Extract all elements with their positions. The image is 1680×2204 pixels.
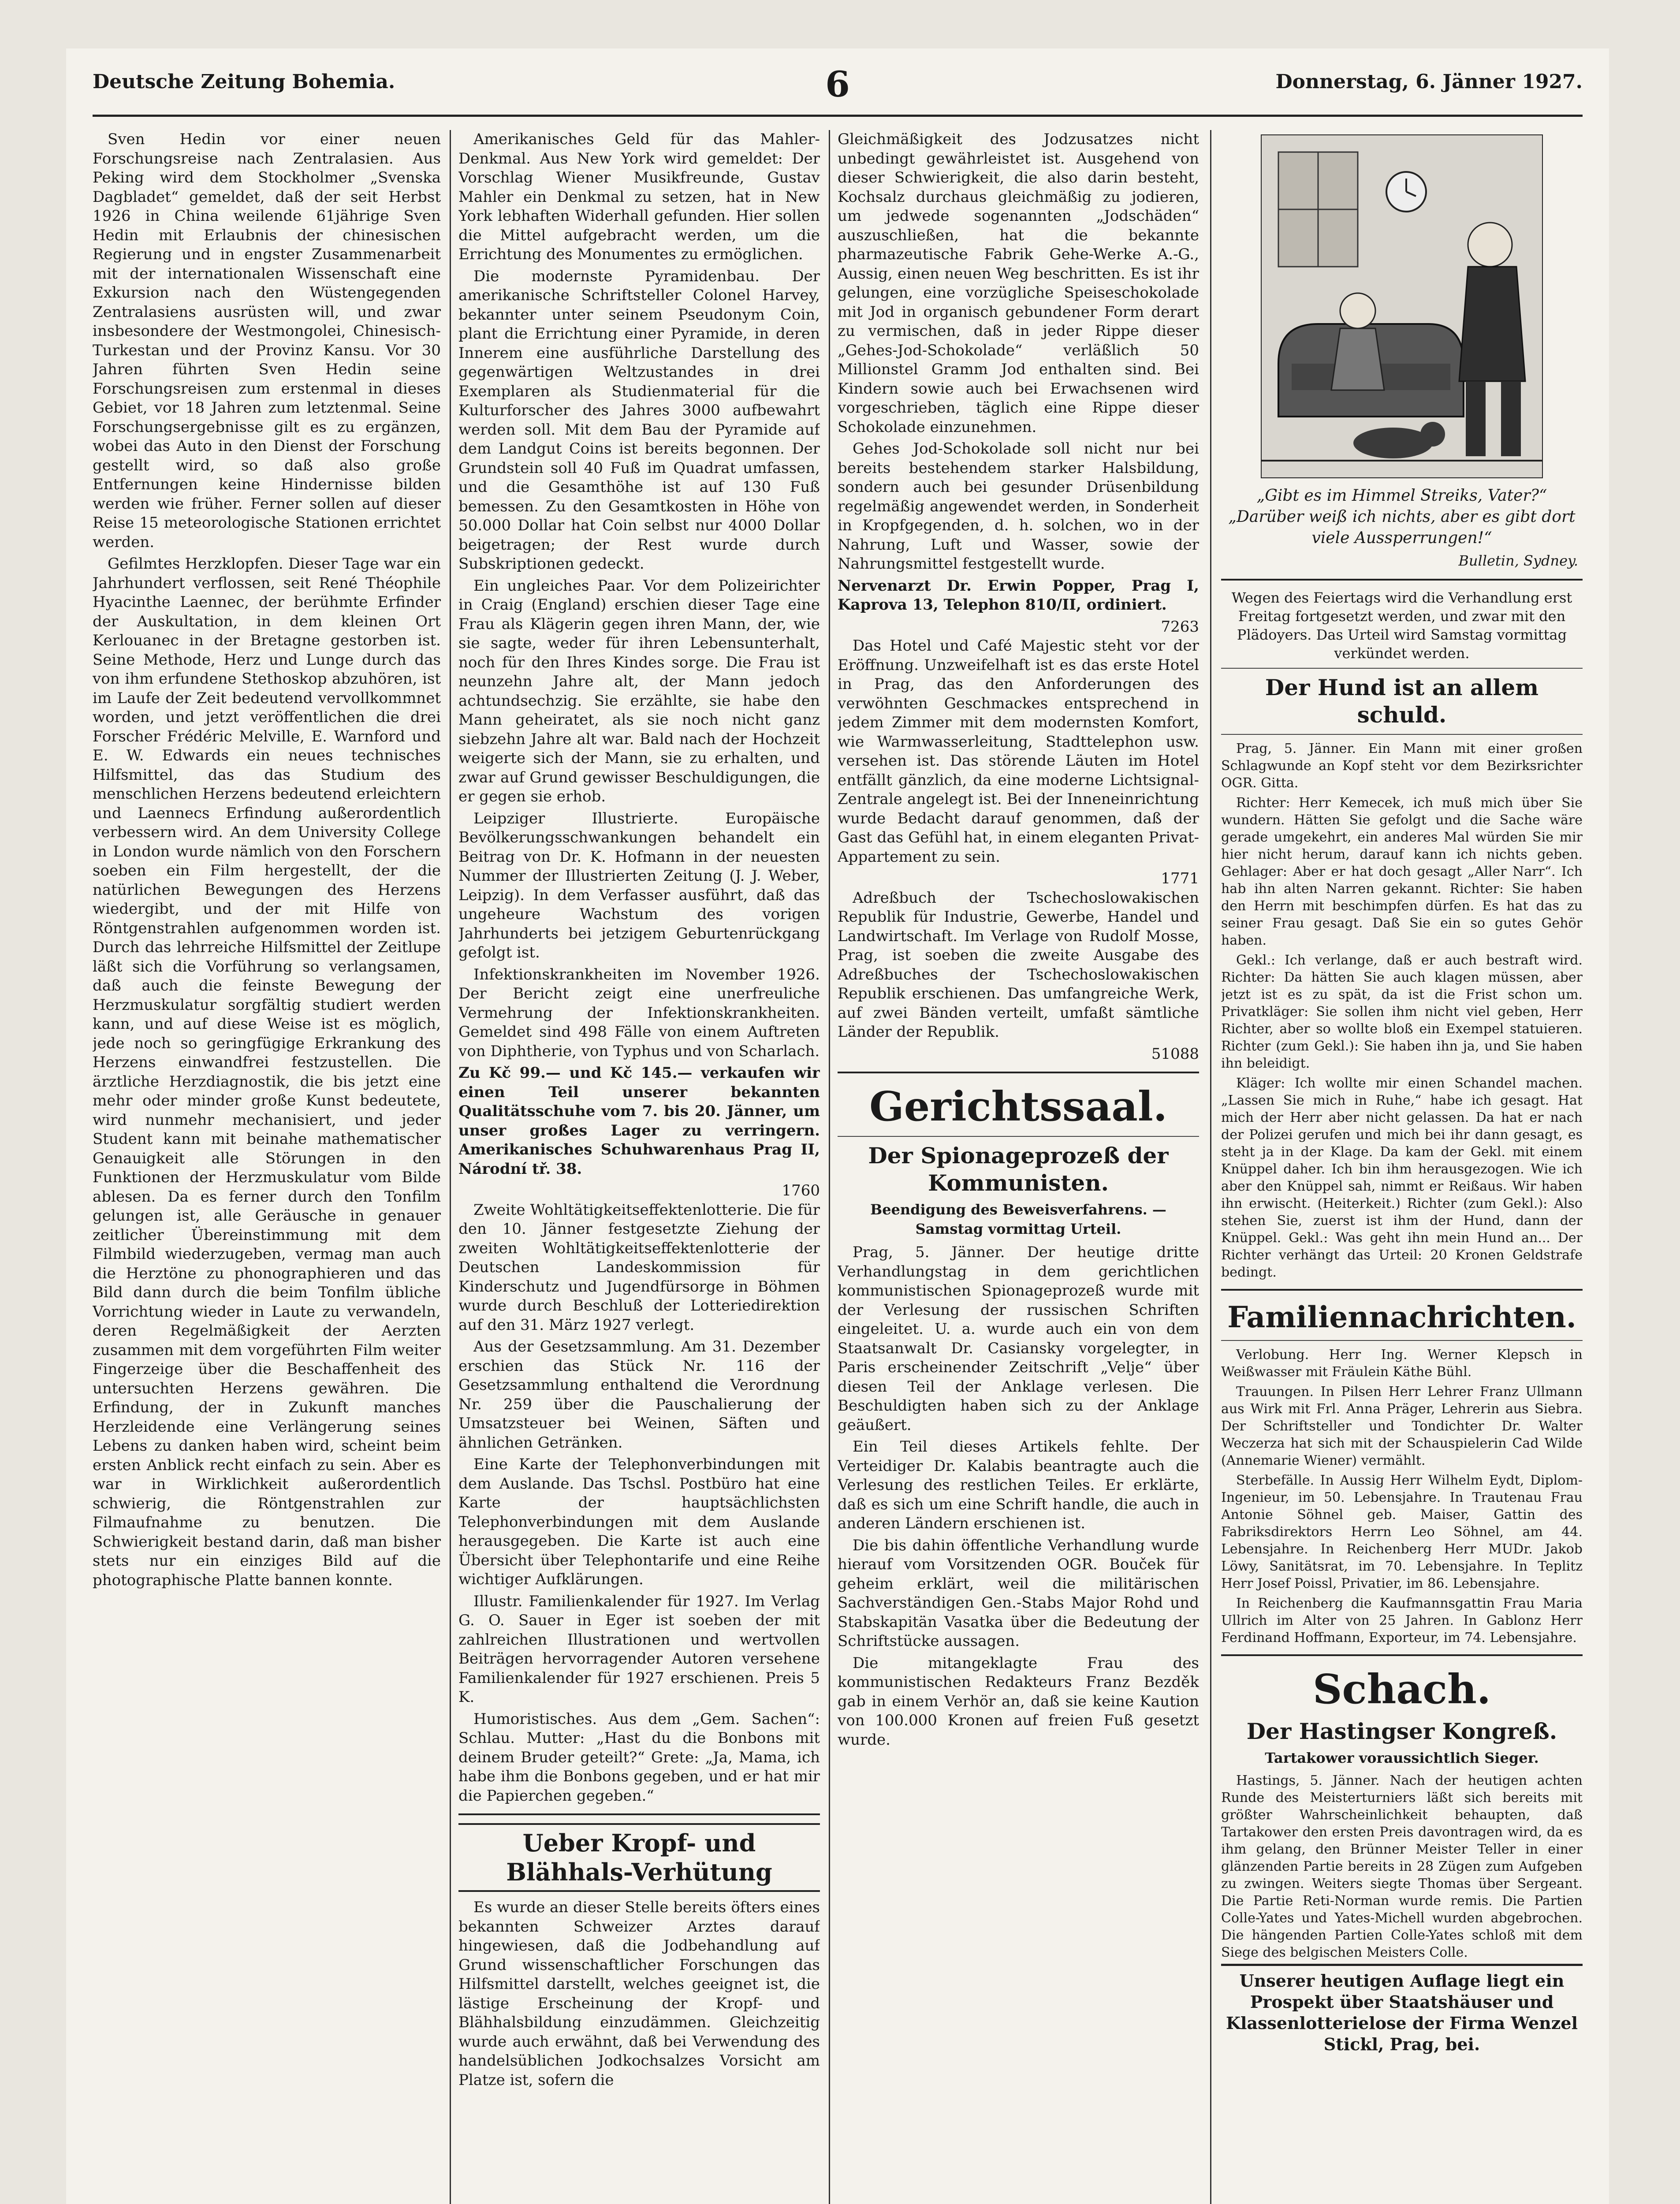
column-rule	[450, 130, 451, 2204]
article-lotterie: Zweite Wohltätigkeitseffektenlotterie. Die für den 10. Jänner festgesetzte Ziehung der zweiten Wohltätigkeitseffektenlotterie der Deutschen Landeskommission für Kinderschutz und Jugendfürsorge in Böhmen wurde durch Beschluß der Lotteriedirektion auf den 31. März 1927 verlegt.	[458, 1201, 820, 1334]
article-mahler-denkmal: Amerikanisches Geld für das Mahler-Denkmal. Aus New York wird gemeldet: Der Vorschlag Wiener Musikfreunde, Gustav Mahler ein Denkmal zu setzen, hat in New York lebhaften Widerhall gefunden. Hier sollen die Mittel aufgebracht werden, um die Errichtung des Monumentes zu ermöglichen.	[458, 130, 820, 263]
article-hotel-majestic: Das Hotel und Café Majestic steht vor der Eröffnung. Unzweifelhaft ist es das erste Hotel in Prag, das den Anforderungen des verwöhnten Geschmackes entsprechend in jedem Zimmer mit dem modernsten Komfort, wie Warmwasserleitung, Stadttelephon usw. versehen ist. Das störende Läuten im Hotel entfällt gänzlich, da eine moderne Lichtsignal-Zentrale angelegt ist. Bei der Inneneinrichtung wurde Bedacht darauf genommen, daß der Gast das Gefühl hat, in einem eleganten Privat-Appartement zu sein.	[838, 637, 1199, 866]
family-sterbefaelle: Sterbefälle. In Aussig Herr Wilhelm Eydt, Diplom-Ingenieur, im 50. Lebensjahre. In Trautenau Frau Antonie Söhnel geb. Maiser, Gattin des Fabriksdirektors Herrn Leo Söhnel, am 44. Lebensjahre. In Reichenberg Herr MUDr. Jakob Löwy, Sanitätsrat, im 70. Lebensjahre. In Teplitz Herr Josef Poissl, Privatier, im 86. Lebensjahre.	[1221, 1472, 1583, 1591]
article-humoristisches: Humoristisches. Aus dem „Gem. Sachen“: Schlau. Mutter: „Hast du die Bonbons mit deinem Bruder geteilt?“ Grete: „Ja, Mama, ich habe ihm die Bonbons gegeben, und er hat mir die Papierchen gegeben.“	[458, 1710, 820, 1805]
article-kropf-cont: Gleichmäßigkeit des Jodzusatzes nicht unbedingt gewährleistet ist. Ausgehend von dieser Schwierigkeit, die also darin besteht, Kochsalz durchaus gleichmäßig zu jodieren, um jedwede sogenannten „Jodschäden“ auszuschließen, hat die bekannte pharmazeutische Fabrik Gehe-Werke A.-G., Aussig, einen neuen Weg beschritten. Es ist ihr gelungen, eine vorzügliche Speiseschokolade mit Jod in organisch gebundener Form derart zu vermischen, daß in jeder Rippe dieser „Gehes-Jod-Schokolade“ verläßlich 50 Millionstel Gramm Jod enthalten sind. Bei Kindern sowie auch bei Erwachsenen wird vorgeschrieben, täglich eine Rippe dieser Schokolade einzunehmen.	[838, 130, 1199, 436]
divider	[458, 1813, 820, 1815]
article-hund-4: Kläger: Ich wollte mir einen Schandel machen. „Lassen Sie mich in Ruhe,“ habe ich gesagt. Hat mich der Herr aber nicht gelassen. Da hat er nach der Polizei gerufen und mich bei ihr dann gesagt, es steht ja in der Klage. Da kam der Gekl. mit einem Knüppel daher. Ich bin ihm herausgezogen. Wie ich aber den Knüppel sah, nimmt er Reißaus. Wir haben ihn erwischt. (Heiterkeit.) Richter (zum Gekl.): Also stehen Sie, zuerst ist ihm der Hund, dann der Knüppel. Gekl.: Was geht ihn mein Hund an... Der Richter verhängt das Urteil: 20 Kronen Geldstrafe bedingt.	[1221, 1075, 1583, 1280]
headline-kropf: Ueber Kropf- und Blähhals-Verhütung	[458, 1823, 820, 1892]
ad-code: 1771	[1161, 870, 1199, 887]
article-gefilmtes-herzklopfen: Gefilmtes Herzklopfen. Dieser Tage war ein Jahrhundert verflossen, seit René Théophile Hyacinthe Laennec, der berühmte Erfinder der Auskultation, in dem kleinen Ort Kerlouanec in der Bretagne gestorben ist. Seine Methode, Herz und Lunge durch das von ihm erfundene Stethoskop abzuhören, ist im Laufe der Zeit bedeutend vervollkommnet worden, und jetzt veröffentlichen die drei Forscher Frédéric Melville, E. Warnford und E. W. Edwards ein neues technisches Hilfsmittel, das das Studium des menschlichen Herzens bedeutend erleichtern und Laennecs Erfindung außerordentlich verbessern wird. An dem University College in London wurde nämlich von den Forschern soeben ein Film hergestellt, der die natürlichen Bewegungen des Herzens wiedergibt, und der mit Hilfe von Röntgenstrahlen aufgenommen worden ist. Durch das lehrreiche Hilfsmittel der Zeitlupe läßt sich die Vorführung so verlangsamen, daß auch die feinste Bewegung der Herzmuskulatur sorgfältig studiert werden kann, und auf diese Weise ist es möglich, jede noch so geringfügige Erkrankung des Herzens einwandfrei festzustellen. Die ärztliche Herzdiagnostik, die bis jetzt eine mehr oder minder große Kunst bedeutete, wird nunmehr mechanisiert, und jeder Student kann mit beinahe mathematischer Genauigkeit alle Störungen in den Funktionen der Herzmuskulatur vom Bilde ablesen. Da es ferner durch den Tonfilm gelungen ist, alle Geräusche in genauer zeitlicher Übereinstimmung mit dem Filmbild wiederzugeben, vermag man auch die Herztöne zu phonographieren und das Bild dann durch die beim Tonfilm übliche Vorrichtung wieder in Laute zu verwandeln, deren Regelmäßigkeit der Aerzten zusammen mit dem vorgeführten Film weiter Fingerzeige über die Beschaffenheit des untersuchten Herzens gewähren. Die Erfindung, der in Zukunft manches Herzleidende eine Verlängerung seines Lebens zu danken haben wird, scheint beim ersten Anblick recht einfach zu sein. Aber es war in Wirklichkeit außerordentlich schwierig, die Röntgenstrahlen zur Filmaufnahme zu benutzen. Die Schwierigkeit bestand darin, daß man bisher stets nur ein einziges Bild auf die photographische Platte bannen konnte.	[93, 555, 441, 1589]
column-4	[1221, 130, 1583, 2204]
article-gesetzsammlung: Aus der Gesetzsammlung. Am 31. Dezember erschien das Stück Nr. 116 der Gesetzsammlung enthaltend die Verordnung Nr. 259 über die Pauschalierung der Umsatzsteuer bei Weinen, Säften und ähnlichen Getränken.	[458, 1338, 820, 1452]
article-infektionskrankheiten: Infektionskrankheiten im November 1926. Der Bericht zeigt eine unerfreuliche Vermehrung der Infektionskrankheiten. Gemeldet sind 498 Fälle von einem Auftreten von Diphtherie, von Typhus und von Scharlach.	[458, 965, 820, 1060]
column-rule	[1210, 130, 1211, 2204]
article-familienkalender: Illustr. Familienkalender für 1927. Im Verlag G. O. Sauer in Eger ist soeben der mit zahlreichen Illustrationen und wertvollen Beiträgen hervorragender Autoren versehene Familienkalender für 1927 erschienen. Preis 5 K.	[458, 1592, 820, 1706]
article-ungleiches-paar: Ein ungleiches Paar. Vor dem Polizeirichter in Craig (England) erschien dieser Tage eine Frau als Klägerin gegen ihren Mann, der, wie sie sagte, weder für ihren Lebensunterhalt, noch für den Ihres Kindes sorge. Die Frau ist neunzehn Jahre alt, der Mann jedoch achtundsechzig. Sie erzählte, sie habe den Mann geheiratet, als sie noch nicht ganz siebzehn Jahre alt war. Bald nach der Hochzeit weigerte sich der Mann, sie zu erhalten, und zwar auf Grund gewisser Beschuldigungen, die er gegen sie erhob.	[458, 577, 820, 805]
dek-hastings: Tartakower voraussichtlich Sieger.	[1265, 1749, 1539, 1766]
ad-code: 51088	[1151, 1045, 1199, 1063]
divider	[838, 1072, 1199, 1073]
article-pyramidenbau: Die modernste Pyramidenbau. Der amerikanische Schriftsteller Colonel Harvey, bekannter unter seinem Pseudonym Coin, plant die Errichtung einer Pyramide, in deren Innerem eine ausführliche Darstellung des gegenwärtigen Weltzustandes in drei Exemplaren als Studienmaterial für die Kulturforscher des Jahres 3000 aufbewahrt werden soll. Mit dem Bau der Pyramide auf dem Landgut Coins ist bereits begonnen. Der Grundstein soll 40 Fuß im Quadrat umfassen, und die Gesamthöhe ist auf 130 Fuß bemessen. Zu den Gesamtkosten in Höhe von 50.000 Dollar hat Coin selbst nur 4000 Dollar beigetragen; der Rest wurde durch Subskriptionen gedeckt.	[458, 267, 820, 573]
headline-hastings: Der Hastingser Kongreß.	[1246, 1718, 1557, 1744]
article-hund-3: Gekl.: Ich verlange, daß er auch bestraft wird. Richter: Da hätten Sie auch klagen müssen, aber jetzt ist es zu spät, da ist die Frist schon um. Privatkläger: Sie sollen ihm nicht viel geben, Herr Richter, aber so wollte bloß ein Exempel statuieren. Richter (zum Gekl.): Sie haben ihn ja, und Sie haben ihn beleidigt.	[1221, 952, 1583, 1071]
dek-spionageprozess: Beendigung des Beweisverfahrens. — Samstag vormittag Urteil.	[870, 1201, 1166, 1237]
article-spionage-1: Prag, 5. Jänner. Der heutige dritte Verhandlungstag in dem gerichtlichen kommunistischen Spionageprozeß wurde mit der Verlesung der russischen Schriften eingeleitet. U. a. wurde auch ein von dem Staatsanwalt Dr. Casiansky vorgelegter, in Paris erscheinender Zeitschrift „Velje“ über diesen Teil der Anklage verlesen. Die Beschuldigten haben sich zu der Anklage geäußert.	[838, 1243, 1199, 1434]
article-hund-2: Richter: Herr Kemecek, ich muß mich über Sie wundern. Hätten Sie gefolgt und die Sache wäre gerade umgekehrt, ein anderes Mal würden Sie mir hier nicht herum, darauf kann ich nichts geben. Gehlager: Aber er hat doch gesagt „Aller Narr“. Ich hab ihn alten Narren gekannt. Richter: Sie haben den Herrn mit beschimpfen dürfen. Es hat das zu seiner Frau gesagt. Daß Sie ein so gutes Gehör haben.	[1221, 795, 1583, 948]
family-trauungen: Trauungen. In Pilsen Herr Lehrer Franz Ullmann aus Wirk mit Frl. Anna Präger, Lehrerin aus Siebra. Der Schriftsteller und Tondichter Dr. Walter Weczerza hat sich mit der Schauspielerin Cad Wilde (Annemarie Wiener) vermählt.	[1221, 1384, 1583, 1468]
newspaper-page	[66, 48, 1609, 2204]
cartoon-credit: Bulletin, Sydney.	[1458, 552, 1578, 569]
divider	[1221, 734, 1583, 735]
family-sterbefaelle-2: In Reichenberg die Kaufmannsgattin Frau Maria Ullrich im Alter von 25 Jahren. In Gablonz Herr Ferdinand Hoffmann, Exporteur, im 74. Lebensjahre.	[1221, 1595, 1583, 1646]
columns	[93, 130, 1583, 2204]
section-schach: Schach.	[1313, 1665, 1491, 1713]
article-sven-hedin: Sven Hedin vor einer neuen Forschungsreise nach Zentralasien. Aus Peking wird dem Stockholmer „Svenska Dagbladet“ gemeldet, daß der seit Herbst 1926 in China weilende 61jährige Sven Hedin mit Erlaubnis der chinesischen Regierung und in engster Zusammenarbeit mit der internationalen Wissenschaft eine Exkursion nach den Wüstengegenden Zentralasiens ausrüsten will, und zwar insbesondere der Westmongolei, Chinesisch-Turkestan und der Provinz Kansu. Vor 30 Jahren führten Sven Hedin seine Forschungsreisen zum erstenmal in dieses Gebiet, vor 18 Jahren zum letztenmal. Seine Forschungsergebnisse gilt es zu ergänzen, wobei das Auto in den Dienst der Forschung gestellt wird, so daß also große Entfernungen keine Hindernisse bilden werden wie früher. Ferner sollen auf dieser Reise 15 meteorologische Stationen errichtet werden.	[93, 130, 441, 551]
article-adressbuch: Adreßbuch der Tschechoslowakischen Republik für Industrie, Gewerbe, Handel und Landwirtschaft. Im Verlage von Rudolf Mosse, Prag, ist soeben die zweite Ausgabe des Adreßbuches der Tschechoslowakischen Republik erschienen. Das umfangreiche Werk, auf zwei Bänden verteilt, umfaßt sämtliche Länder der Republik.	[838, 889, 1199, 1041]
section-familiennachrichten: Familiennachrichten.	[1227, 1299, 1576, 1334]
divider	[1221, 1654, 1583, 1656]
article-jod-schokolade: Gehes Jod-Schokolade soll nicht nur bei bereits bestehendem starker Halsbildung, sondern auch bei gesunder Drüsenbildung regelmäßig angewendet werden, in Sonderheit in Kropfgegenden, d. h. solchen, wo in der Nahrung, Luft und Wasser, sowie der Nahrungsmittel festgestellt wurde.	[838, 440, 1199, 573]
article-hastings: Hastings, 5. Jänner. Nach der heutigen achten Runde des Meisterturniers läßt sich bereits mit größter Wahrscheinlichkeit behaupten, daß Tartakower den ersten Preis davontragen wird, da es ihm gelang, den Brünner Meister Teller in einer glänzenden Partie bereits in 28 Zügen zum Aufgeben zu zwingen. Weiters siegte Thomas über Sergeant. Die Partie Reti-Norman wurde remis. Die Partien Colle-Yates und Yates-Michell wurden abgebrochen. Die hängenden Partien Colle-Yates schloß mit dem Siege des belgischen Meisters Colle.	[1221, 1773, 1583, 1960]
article-kropf: Es wurde an dieser Stelle bereits öfters eines bekannten Schweizer Arztes darauf hingewiesen, daß die Jodbehandlung auf Grund wissenschaftlicher Forschungen das Hilfsmittel darstellt, welches geeignet ist, die lästige Erscheinung der Kropf- und Blähhalsbildung einzudämmen. Gleichzeitig wurde auch erwähnt, daß bei Verwendung des handelsüblichen Jodkochsalzes Vorsicht am Platze ist, sofern die	[458, 1899, 820, 2089]
page-number: 6	[825, 63, 850, 105]
column-1	[93, 130, 441, 2204]
ad-schuhwarenhaus: Zu Kč 99.— und Kč 145.— verkaufen wir einen Teil unserer bekannten Qualitätsschuhe vom 7. bis 20. Jänner, um unser großes Lager zu verringern. Amerikanisches Schuhwarenhaus Prag II, Národní tř. 38.	[458, 1064, 820, 1178]
notice-feiertag: Wegen des Feiertags wird die Verhandlung erst Freitag fortgesetzt werden, und zwar mit den Plädoyers. Das Urteil wird Samstag vormittag verkündet werden.	[1231, 589, 1572, 662]
ad-nervenarzt: Nervenarzt Dr. Erwin Popper, Prag I, Kaprova 13, Telephon 810/II, ordiniert.	[838, 577, 1199, 614]
paper-name: Deutsche Zeitung Bohemia.	[93, 71, 395, 93]
article-spionage-3: Die bis dahin öffentliche Verhandlung wurde hierauf vom Vorsitzenden OGR. Bouček für geheim erklärt, weil die militärischen Sachverständigen Gen.-Stabs Major Rohd und Stabskapitän Vasatka über die Bedeutung der Schriftstücke aussagen.	[838, 1536, 1199, 1650]
headline-spionageprozess: Der Spionageprozeß der Kommunisten.	[868, 1143, 1169, 1196]
article-spionage-4: Die mitangeklagte Frau des kommunistischen Redakteurs Franz Bezděk gab in einem Verhör an, daß sie keine Kaution von 100.000 Kronen auf freien Fuß gesetzt wurde.	[838, 1654, 1199, 1749]
cartoon-illustration	[1261, 134, 1543, 478]
headline-hund: Der Hund ist an allem schuld.	[1265, 674, 1539, 728]
divider	[1221, 579, 1583, 581]
ad-code: 1760	[782, 1182, 820, 1199]
divider	[1221, 668, 1583, 669]
column-rule	[829, 130, 830, 2204]
article-leipziger-illustrierte: Leipziger Illustrierte. Europäische Bevölkerungsschwankungen behandelt ein Beitrag von Dr. K. Hofmann in der neuesten Nummer der Illustrierten Zeitung (J. J. Weber, Leipzig). In dem Verfasser ausführt, daß das ungeheure Wachstum des vorigen Jahrhunderts bei jetzigem Geburtenrückgang gefolgt ist.	[458, 809, 820, 961]
column-2	[458, 130, 820, 2204]
article-spionage-2: Ein Teil dieses Artikels fehlte. Der Verteidiger Dr. Kalabis beantragte auch die Verlesung des restlichen Teiles. Er erklärte, daß es sich um eine Schrift handle, die auch in anderen Ländern erschienen ist.	[838, 1438, 1199, 1532]
section-gerichtssaal: Gerichtssaal.	[869, 1083, 1167, 1130]
divider	[838, 1136, 1199, 1137]
divider	[1221, 1340, 1583, 1341]
family-verlobung: Verlobung. Herr Ing. Werner Klepsch in Weißwasser mit Fräulein Käthe Bühl.	[1221, 1347, 1583, 1380]
column-3	[838, 130, 1199, 2204]
divider	[1221, 1289, 1583, 1291]
cartoon-caption: „Gibt es im Himmel Streiks, Vater?“ „Darüber weiß ich nichts, aber es gibt dort viele Aussperrungen!“	[1228, 487, 1576, 547]
article-telephonkarte: Eine Karte der Telephonverbindungen mit dem Auslande. Das Tschsl. Postbüro hat eine Karte der hauptsächlichsten Telephonverbindungen mit dem Auslande herausgegeben. Die Karte ist auch eine Übersicht über Telephontarife und eine Reihe wichtiger Aufklärungen.	[458, 1456, 820, 1588]
running-header	[93, 62, 1583, 117]
article-hund-1: Prag, 5. Jänner. Ein Mann mit einer großen Schlagwunde an Kopf steht vor dem Bezirksrichter OGR. Gitta.	[1221, 741, 1583, 791]
footer-beilage: Unserer heutigen Auflage liegt ein Prospekt über Staatshäuser und Klassenlotterielose der Firma Wenzel Stickl, Prag, bei.	[1221, 1964, 1583, 2055]
ad-code: 7263	[1161, 618, 1199, 636]
issue-date: Donnerstag, 6. Jänner 1927.	[1275, 71, 1583, 93]
